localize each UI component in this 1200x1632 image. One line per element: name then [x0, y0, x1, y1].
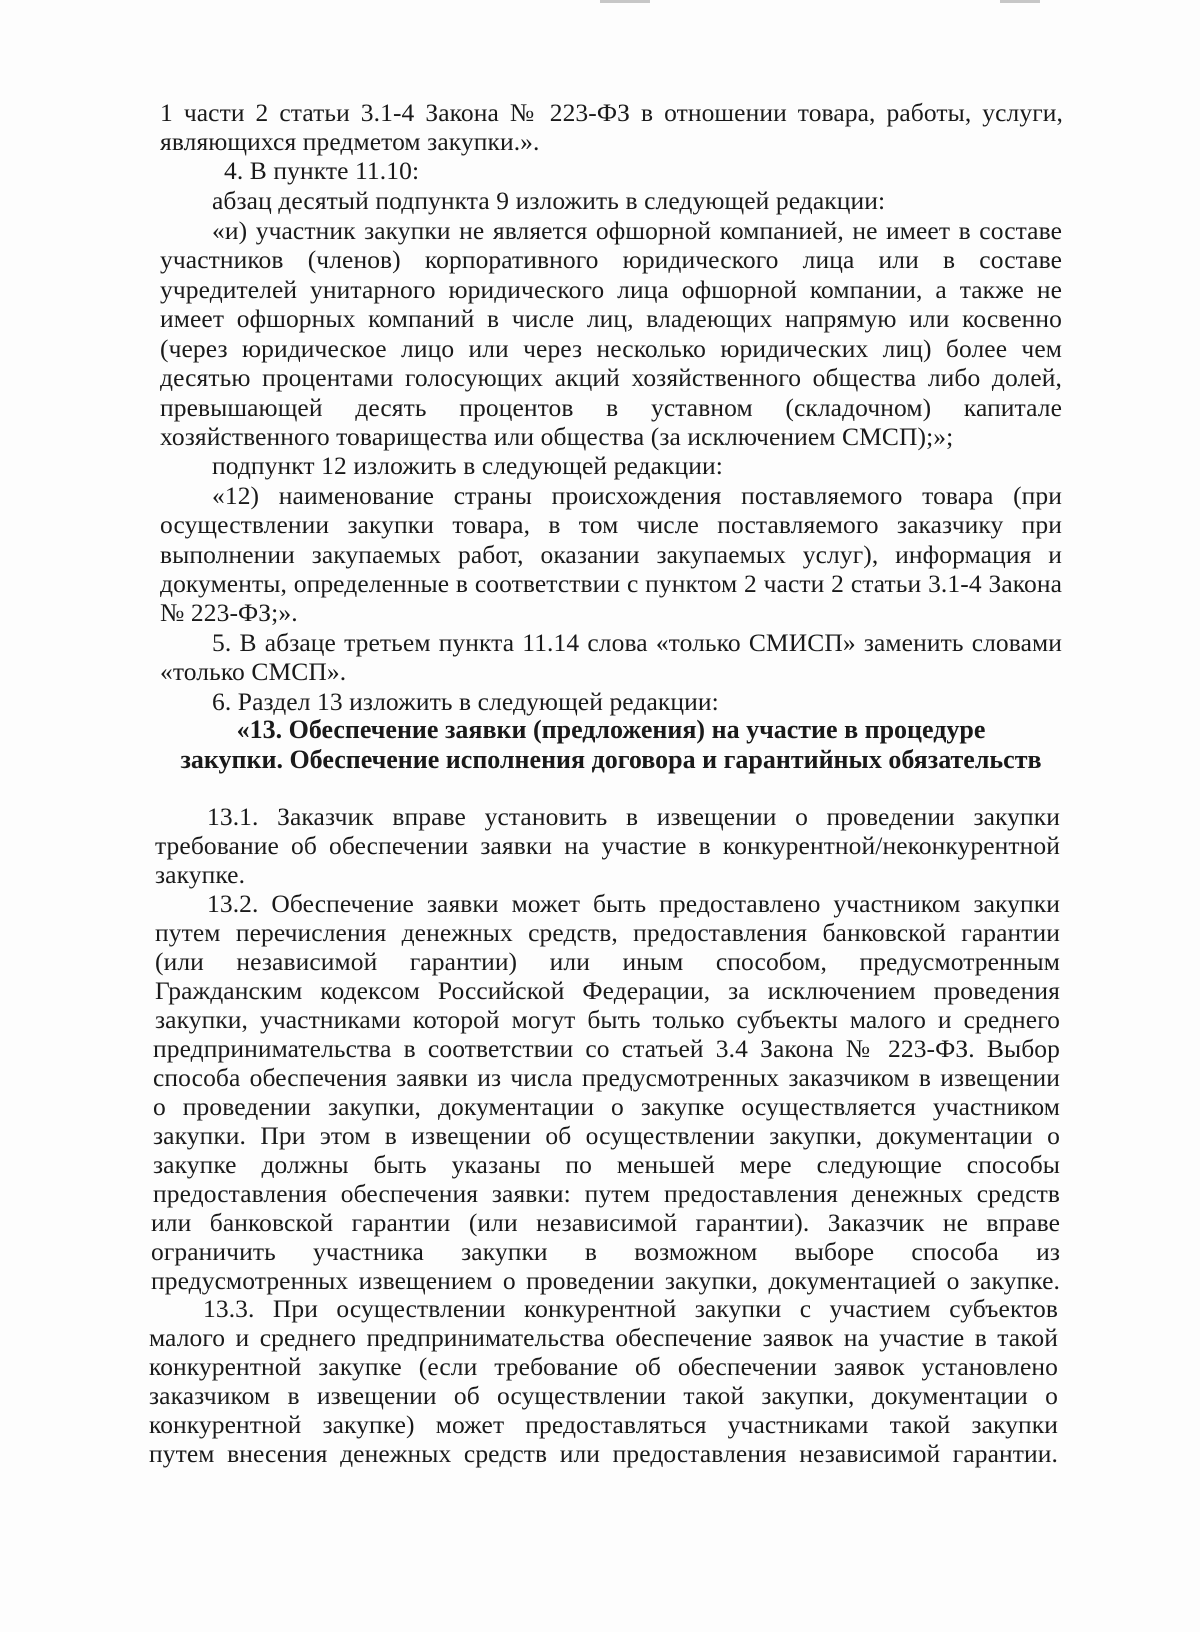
text-line: подпункт 12 изложить в следующей редакции:	[212, 451, 723, 480]
text-line: абзац десятый подпункта 9 изложить в следующей редакции:	[212, 186, 886, 215]
section-heading: «13. Обеспечение заявки (предложения) на участие в процедуре	[236, 715, 986, 744]
text-line: ограничить участника закупки в возможном выборе способа из	[151, 1237, 1060, 1266]
text-line: заказчиком в извещении об осуществлении такой закупки, документации о	[149, 1381, 1058, 1410]
text-line: имеет офшорных компаний в числе лиц, владеющих напрямую или косвенно	[160, 304, 1062, 333]
text-line: 13.2. Обеспечение заявки может быть предоставлено участником закупки	[207, 889, 1060, 918]
text-line: путем перечисления денежных средств, предоставления банковской гарантии	[155, 918, 1060, 947]
text-line: способа обеспечения заявки из числа предусмотренных заказчиком в извещении	[153, 1063, 1060, 1092]
scan-artifact	[1000, 0, 1040, 3]
section-heading: закупки. Обеспечение исполнения договора и гарантийных обязательств	[180, 745, 1042, 774]
text-line: закупке должны быть указаны по меньшей мере следующие способы	[153, 1150, 1060, 1179]
text-line: выполнении закупаемых работ, оказании закупаемых услуг), информация и	[160, 540, 1062, 569]
text-line: учредителей унитарного юридического лица офшорной компании, а также не	[160, 275, 1062, 304]
text-line: десятью процентами голосующих акций хозяйственного общества либо долей,	[160, 363, 1062, 392]
text-line: 13.3. При осуществлении конкурентной закупки с участием субъектов	[203, 1294, 1058, 1323]
text-line: «только СМСП».	[160, 657, 347, 686]
text-line: (или независимой гарантии) или иным способом, предусмотренным	[155, 947, 1060, 976]
text-line: документы, определенные в соответствии с пунктом 2 части 2 статьи 3.1-4 Закона	[160, 569, 1062, 598]
text-line: хозяйственного товарищества или общества (за исключением СМСП);»;	[160, 422, 954, 451]
text-line: закупки, участниками которой могут быть только субъекты малого и среднего	[155, 1005, 1060, 1034]
text-line: № 223-ФЗ;».	[160, 598, 298, 627]
text-line: 5. В абзаце третьем пункта 11.14 слова «только СМИСП» заменить словами	[212, 628, 1062, 657]
text-line: Гражданским кодексом Российской Федерации, за исключением проведения	[155, 976, 1060, 1005]
text-line: являющихся предметом закупки.».	[160, 127, 540, 156]
text-line: 6. Раздел 13 изложить в следующей редакции:	[212, 687, 719, 716]
text-line: 1 части 2 статьи 3.1-4 Закона № 223-ФЗ в отношении товара, работы, услуги,	[160, 98, 1063, 127]
text-line: предусмотренных извещением о проведении закупки, документацией о закупке.	[151, 1266, 1060, 1295]
scan-artifact	[600, 0, 650, 3]
text-line: закупки. При этом в извещении об осуществлении закупки, документации о	[153, 1121, 1060, 1150]
text-line: о проведении закупки, документации о закупке осуществляется участником	[153, 1092, 1060, 1121]
text-line: (через юридическое лицо или через несколько юридических лиц) более чем	[160, 334, 1062, 363]
text-line: 13.1. Заказчик вправе установить в извещении о проведении закупки	[207, 802, 1060, 831]
text-line: участников (членов) корпоративного юридического лица или в составе	[160, 245, 1062, 274]
text-line: 4. В пункте 11.10:	[224, 156, 420, 185]
text-line: путем внесения денежных средств или предоставления независимой гарантии.	[149, 1439, 1058, 1468]
text-line: «12) наименование страны происхождения поставляемого товара (при	[212, 481, 1062, 510]
text-line: малого и среднего предпринимательства обеспечение заявок на участие в такой	[149, 1323, 1058, 1352]
text-line: конкурентной закупке) может предоставляться участниками такой закупки	[149, 1410, 1058, 1439]
text-line: предоставления обеспечения заявки: путем предоставления денежных средств	[153, 1179, 1060, 1208]
text-line: предпринимательства в соответствии со статьей 3.4 Закона № 223-ФЗ. Выбор	[153, 1034, 1060, 1063]
text-line: «и) участник закупки не является офшорной компанией, не имеет в составе	[212, 216, 1062, 245]
text-line: требование об обеспечении заявки на участие в конкурентной/неконкурентной	[155, 831, 1060, 860]
text-line: осуществлении закупки товара, в том числе поставляемого заказчику при	[160, 510, 1062, 539]
text-line: конкурентной закупке (если требование об обеспечении заявок установлено	[149, 1352, 1058, 1381]
text-line: или банковской гарантии (или независимой гарантии). Заказчик не вправе	[151, 1208, 1060, 1237]
text-line: закупке.	[155, 860, 246, 889]
text-line: превышающей десять процентов в уставном (складочном) капитале	[160, 393, 1062, 422]
